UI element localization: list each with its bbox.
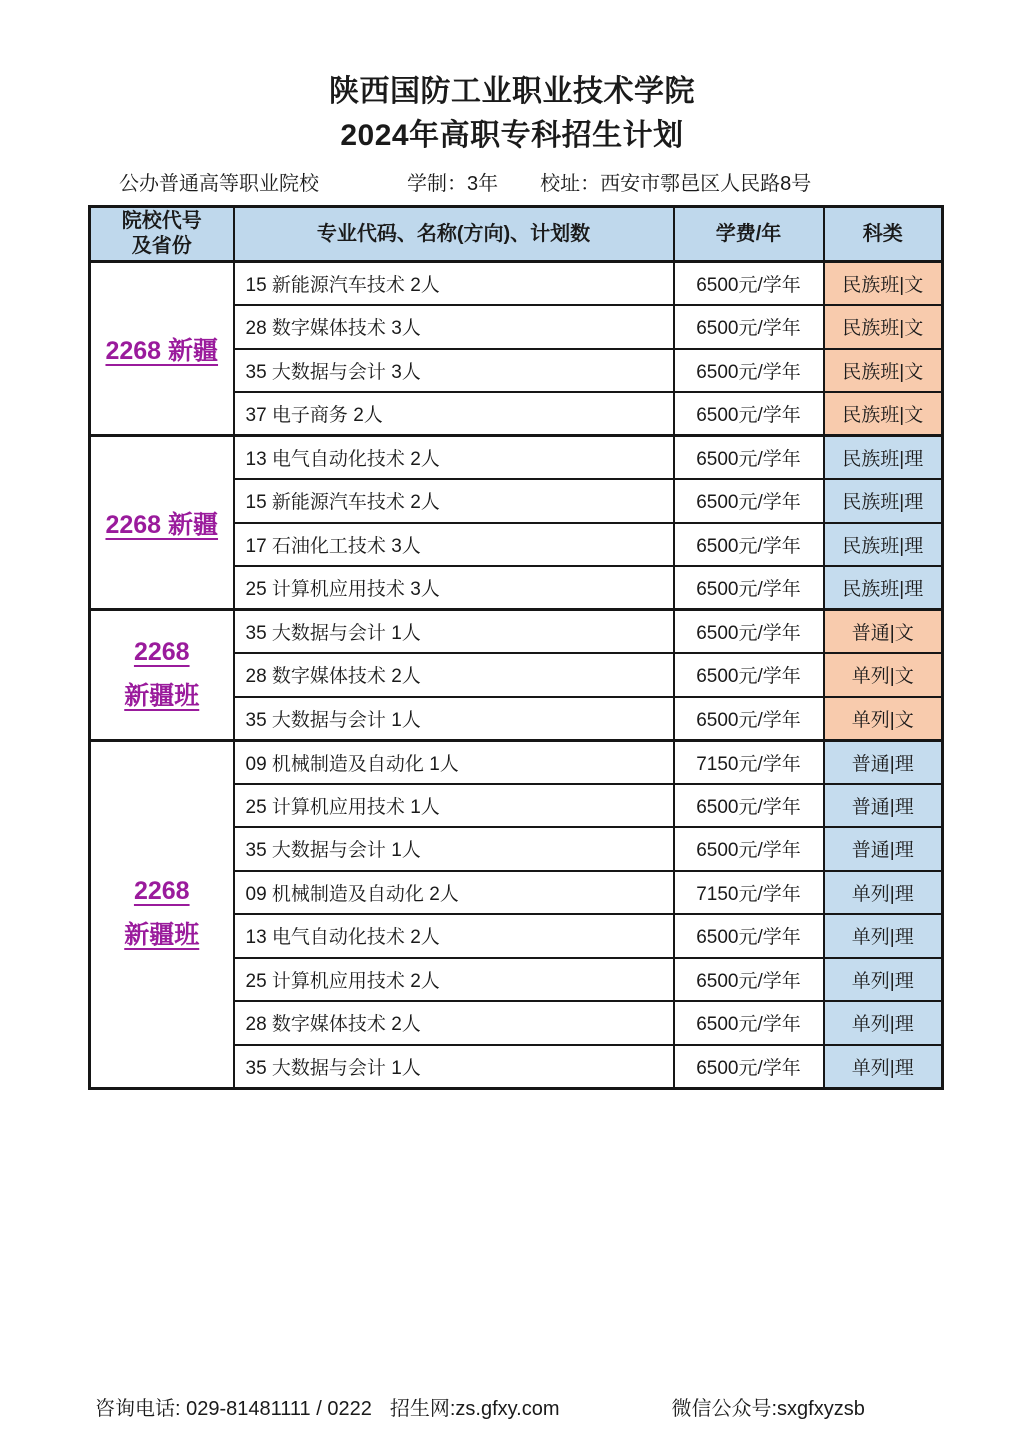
college-code-cell xyxy=(90,262,234,436)
category-cell: 民族班|理 xyxy=(824,479,943,523)
college-code: 2268 xyxy=(133,637,190,666)
page-title-line1: 陕西国防工业职业技术学院 xyxy=(329,75,695,108)
category-cell: 单列|理 xyxy=(824,958,943,1002)
major-cell: 13 电气自动化技术 2人 xyxy=(234,914,674,958)
college-code-cell xyxy=(90,610,234,741)
category-cell: 普通|理 xyxy=(824,784,943,828)
fee-cell: 6500元/学年 xyxy=(674,392,824,436)
admissions-website: 招生网:zs.gfxy.com xyxy=(389,1398,560,1420)
category-cell: 单列|理 xyxy=(824,1001,943,1045)
admissions-plan-table xyxy=(88,205,944,1090)
school-type: 公办普通高等职业院校 xyxy=(119,173,319,195)
table-row xyxy=(90,262,943,306)
category-cell: 普通|理 xyxy=(824,827,943,871)
table-row xyxy=(90,436,943,480)
contact-phone: 咨询电话: 029-81481111 / 0222 xyxy=(95,1398,372,1420)
college-code: 2268 新疆 xyxy=(105,336,219,365)
fee-cell: 6500元/学年 xyxy=(674,697,824,741)
col-header-college-code-line2: 及省份 xyxy=(131,235,192,257)
major-cell: 25 计算机应用技术 1人 xyxy=(234,784,674,828)
category-cell: 单列|文 xyxy=(824,697,943,741)
category-cell: 民族班|理 xyxy=(824,436,943,480)
category-cell: 普通|文 xyxy=(824,610,943,654)
table-row xyxy=(90,610,943,654)
category-cell: 民族班|文 xyxy=(824,392,943,436)
major-cell: 28 数字媒体技术 2人 xyxy=(234,1001,674,1045)
school-info-line xyxy=(119,167,811,196)
study-duration: 学制：3年 xyxy=(407,173,499,195)
header-row xyxy=(90,207,943,262)
college-code-cell xyxy=(90,740,234,1088)
major-cell: 09 机械制造及自动化 1人 xyxy=(234,740,674,784)
college-code: 2268 新疆 xyxy=(105,510,219,539)
college-code-line2: 新疆班 xyxy=(124,921,200,949)
major-cell: 15 新能源汽车技术 2人 xyxy=(234,262,674,306)
fee-cell: 6500元/学年 xyxy=(674,305,824,349)
page-title-line2: 2024年高职专科招生计划 xyxy=(340,119,684,152)
col-header-college-code-line1: 院校代号 xyxy=(121,210,202,232)
major-cell: 15 新能源汽车技术 2人 xyxy=(234,479,674,523)
fee-cell: 6500元/学年 xyxy=(674,914,824,958)
category-cell: 单列|文 xyxy=(824,653,943,697)
category-cell: 民族班|文 xyxy=(824,262,943,306)
major-cell: 35 大数据与会计 1人 xyxy=(234,697,674,741)
major-cell: 17 石油化工技术 3人 xyxy=(234,523,674,567)
fee-cell: 7150元/学年 xyxy=(674,740,824,784)
major-cell: 25 计算机应用技术 3人 xyxy=(234,566,674,610)
category-cell: 单列|理 xyxy=(824,914,943,958)
major-cell: 35 大数据与会计 1人 xyxy=(234,610,674,654)
fee-cell: 6500元/学年 xyxy=(674,653,824,697)
fee-cell: 6500元/学年 xyxy=(674,784,824,828)
fee-cell: 6500元/学年 xyxy=(674,436,824,480)
table-row xyxy=(90,740,943,784)
fee-cell: 6500元/学年 xyxy=(674,827,824,871)
fee-cell: 6500元/学年 xyxy=(674,1001,824,1045)
category-cell: 单列|理 xyxy=(824,871,943,915)
category-cell: 普通|理 xyxy=(824,740,943,784)
major-cell: 35 大数据与会计 1人 xyxy=(234,1045,674,1089)
fee-cell: 6500元/学年 xyxy=(674,262,824,306)
category-cell: 单列|理 xyxy=(824,1045,943,1089)
major-cell: 37 电子商务 2人 xyxy=(234,392,674,436)
category-cell: 民族班|文 xyxy=(824,349,943,393)
college-code-cell xyxy=(90,436,234,610)
fee-cell: 6500元/学年 xyxy=(674,610,824,654)
col-header-major: 专业代码、名称(方向)、计划数 xyxy=(234,207,674,262)
col-header-fee: 学费/年 xyxy=(674,207,824,262)
fee-cell: 6500元/学年 xyxy=(674,479,824,523)
category-cell: 民族班|理 xyxy=(824,566,943,610)
fee-cell: 6500元/学年 xyxy=(674,349,824,393)
category-cell: 民族班|理 xyxy=(824,523,943,567)
college-code: 2268 xyxy=(133,877,190,905)
major-cell: 25 计算机应用技术 2人 xyxy=(234,958,674,1002)
major-cell: 35 大数据与会计 3人 xyxy=(234,349,674,393)
major-cell: 28 数字媒体技术 3人 xyxy=(234,305,674,349)
col-header-category: 科类 xyxy=(824,207,943,262)
school-address: 校址：西安市鄠邑区人民路8号 xyxy=(540,173,812,195)
major-cell: 28 数字媒体技术 2人 xyxy=(234,653,674,697)
col-header-college-code xyxy=(90,207,234,262)
fee-cell: 6500元/学年 xyxy=(674,566,824,610)
category-cell: 民族班|文 xyxy=(824,305,943,349)
page-footer xyxy=(95,1392,975,1421)
major-cell: 35 大数据与会计 1人 xyxy=(234,827,674,871)
college-code-line2: 新疆班 xyxy=(124,681,200,710)
wechat-account: 微信公众号:sxgfxyzsb xyxy=(671,1398,865,1420)
fee-cell: 7150元/学年 xyxy=(674,871,824,915)
fee-cell: 6500元/学年 xyxy=(674,1045,824,1089)
major-cell: 09 机械制造及自动化 2人 xyxy=(234,871,674,915)
fee-cell: 6500元/学年 xyxy=(674,958,824,1002)
major-cell: 13 电气自动化技术 2人 xyxy=(234,436,674,480)
fee-cell: 6500元/学年 xyxy=(674,523,824,567)
